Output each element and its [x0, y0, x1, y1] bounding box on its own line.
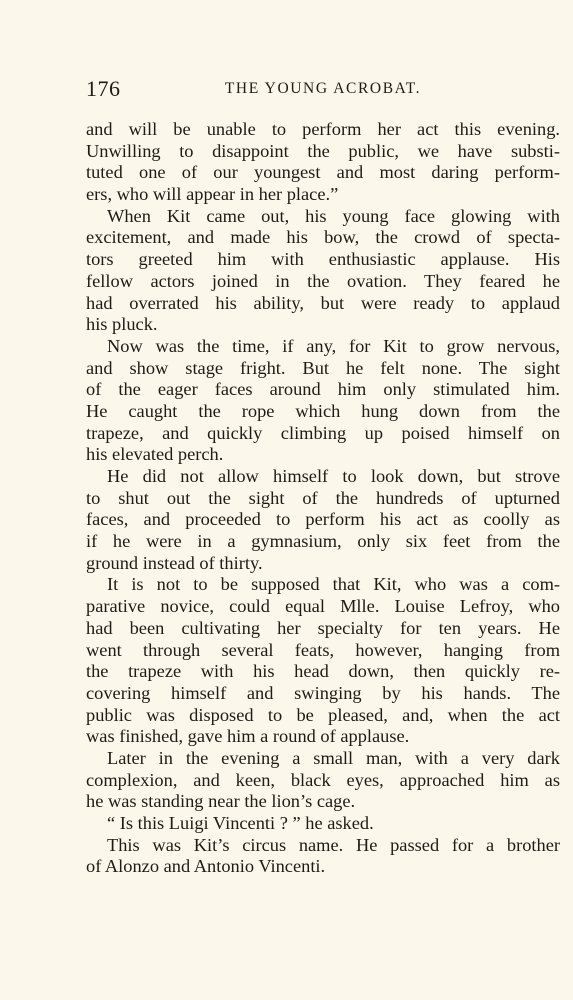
page-header [86, 76, 560, 102]
text-line: Unwilling to disappoint the public, we have substi- [86, 140, 560, 161]
text-line: if he were in a gymnasium, only six feet from the [86, 531, 560, 552]
text-line: When Kit came out, his young face glowing with [107, 205, 560, 226]
text-line: fellow actors joined in the ovation. They feared he [86, 270, 560, 291]
text-line: of Alonzo and Antonio Vincenti. [86, 856, 326, 877]
paragraph [86, 466, 560, 574]
text-line: was finished, gave him a round of applause. [86, 726, 410, 747]
text-line: trapeze, and quickly climbing up poised himself on [86, 422, 560, 443]
text-line: had been cultivating her specialty for ten years. He [86, 617, 560, 638]
text-line: excitement, and made his bow, the crowd of specta- [86, 227, 560, 248]
paragraph [86, 574, 560, 748]
text-line: covering himself and swinging by his hands. The [86, 682, 560, 703]
text-line: his elevated perch. [86, 444, 224, 465]
text-line: This was Kit’s circus name. He passed for a brother [107, 834, 560, 855]
paragraph [86, 119, 560, 206]
text-line: He caught the rope which hung down from the [86, 400, 560, 421]
text-line: tuted one of our youngest and most daring perform- [86, 162, 560, 183]
text-line: He did not allow himself to look down, but strove [107, 466, 560, 486]
text-line: faces, and proceeded to perform his act as coolly as [86, 509, 560, 530]
text-line: ers, who will appear in her place.” [86, 184, 339, 205]
paragraph [86, 336, 560, 466]
paragraph [86, 835, 560, 878]
text-line: had overrated his ability, but were ready to applaud [86, 292, 560, 313]
text-line: “ Is this Luigi Vincenti ? ” he asked. [107, 813, 374, 833]
text-line: Later in the evening a small man, with a very dark [107, 747, 560, 768]
text-line: and will be unable to perform her act this evening. [86, 119, 560, 139]
running-head: THE YOUNG ACROBAT. [224, 80, 422, 97]
text-line: complexion, and keen, black eyes, approached him as [86, 769, 560, 790]
text-line: to shut out the sight of the hundreds of upturned [86, 487, 560, 508]
paragraph [86, 206, 560, 336]
text-line: his pluck. [86, 314, 158, 335]
text-line: and show stage fright. But he felt none. The sight [86, 357, 560, 378]
body-text [86, 119, 560, 878]
text-line: he was standing near the lion’s cage. [86, 791, 356, 812]
page-number: 176 [86, 76, 121, 101]
text-line: parative novice, could equal Mlle. Louise Lefroy, who [86, 596, 560, 617]
text-line: went through several feats, however, hanging from [86, 639, 560, 660]
text-line: Now was the time, if any, for Kit to grow nervous, [107, 335, 560, 356]
text-line: public was disposed to be pleased, and, when the act [86, 704, 560, 725]
text-line: the trapeze with his head down, then quickly re- [86, 661, 560, 682]
text-line: It is not to be supposed that Kit, who was a com- [107, 574, 560, 595]
paragraph [86, 813, 560, 835]
text-line: ground instead of thirty. [86, 552, 263, 573]
paragraph [86, 748, 560, 813]
text-line: of the eager faces around him only stimulated him. [86, 379, 560, 400]
text-line: tors greeted him with enthusiastic applause. His [86, 249, 560, 270]
